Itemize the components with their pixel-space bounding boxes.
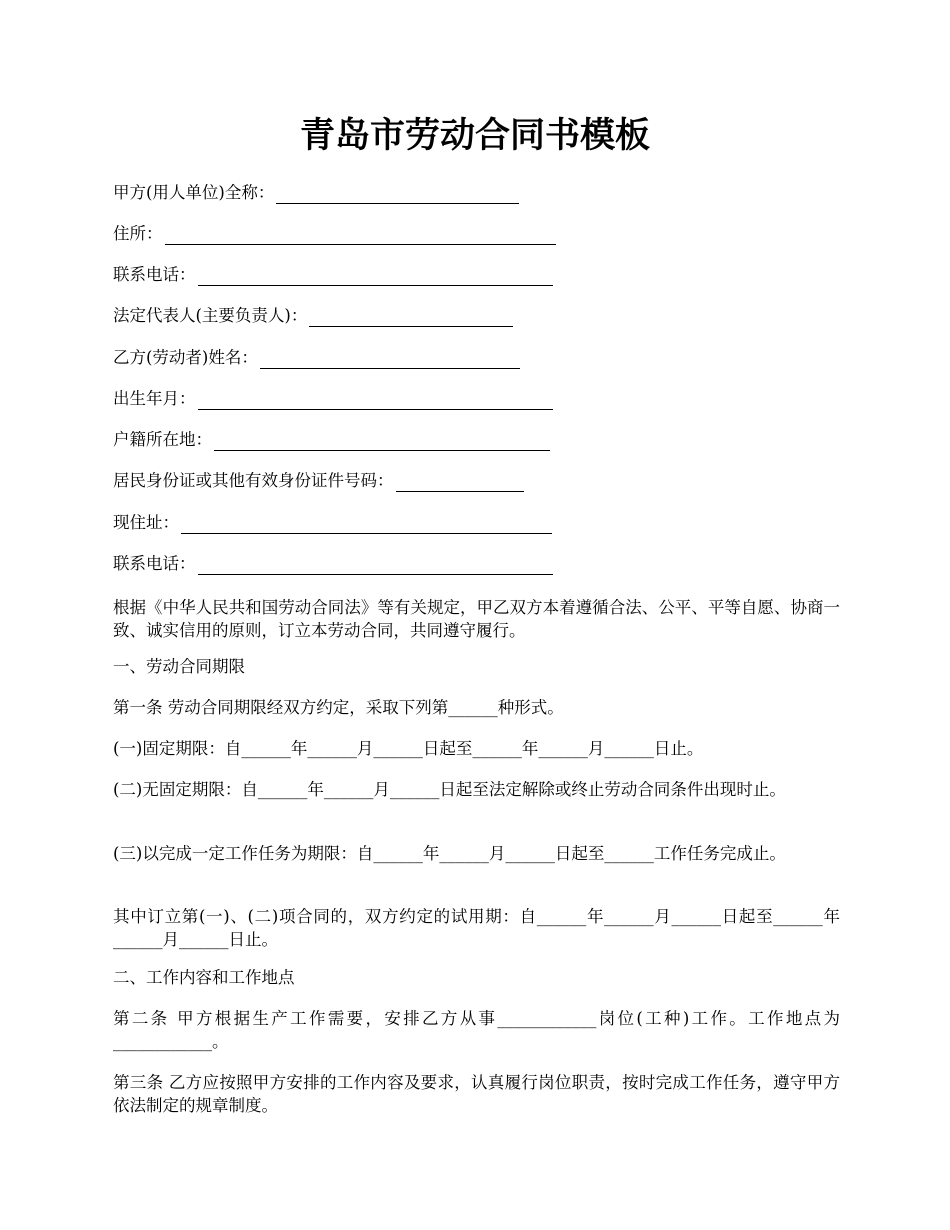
field-id-number [113, 469, 840, 492]
clause-probation: 其中订立第(一)、(二)项合同的，双方约定的试用期：自______年______月______日起至______年______月______日止。 [113, 907, 840, 949]
fill-blank[interactable] [214, 433, 550, 451]
article-2: 第二条 甲方根据生产工作需要，安排乙方从事____________岗位(工种)工作。工作地点为____________。 [113, 1009, 840, 1051]
section-heading-term: 一、劳动合同期限 [113, 657, 245, 676]
clause-fixed-term: (一)固定期限：自______年______月______日起至______年______月______日止。 [113, 739, 704, 758]
field-label: 居民身份证或其他有效身份证件号码： [113, 471, 394, 490]
field-party-a-name [113, 181, 840, 204]
document-title: 青岛市劳动合同书模板 [299, 116, 650, 156]
field-label: 甲方(用人单位)全称： [113, 183, 275, 202]
field-label: 联系电话： [113, 554, 196, 573]
field-label: 法定代表人(主要负责人)： [113, 306, 308, 325]
field-household-registration [113, 428, 840, 451]
section-heading-work: 二、工作内容和工作地点 [113, 968, 295, 987]
field-label: 出生年月： [113, 389, 196, 408]
field-label: 住所： [113, 224, 163, 243]
field-phone-a [113, 263, 840, 286]
fill-blank[interactable] [198, 268, 553, 286]
clause-task-based: (三)以完成一定工作任务为期限：自______年______月______日起至______工作任务完成止。 [113, 844, 786, 863]
field-phone-b [113, 552, 840, 575]
intro-paragraph: 根据《中华人民共和国劳动合同法》等有关规定，甲乙双方本着遵循合法、公平、平等自愿、协商一致、诚实信用的原则，订立本劳动合同，共同遵守履行。 [113, 598, 840, 640]
fill-blank[interactable] [276, 186, 519, 204]
field-address [113, 222, 840, 245]
field-party-b-name [113, 346, 840, 369]
article-3: 第三条 乙方应按照甲方安排的工作内容及要求，认真履行岗位职责，按时完成工作任务，遵守甲方依法制定的规章制度。 [113, 1073, 840, 1115]
fill-blank[interactable] [198, 392, 553, 410]
field-label: 户籍所在地： [113, 430, 212, 449]
field-legal-rep [113, 304, 840, 327]
clause-open-ended: (二)无固定期限：自______年______月______日起至法定解除或终止劳动合同条件出现时止。 [113, 780, 786, 799]
fill-blank[interactable] [181, 516, 552, 534]
fill-blank[interactable] [309, 309, 513, 327]
fill-blank[interactable] [260, 351, 520, 369]
fill-blank[interactable] [165, 227, 556, 245]
field-current-address [113, 511, 840, 534]
field-birth-date [113, 387, 840, 410]
field-label: 现住址： [113, 513, 179, 532]
field-label: 联系电话： [113, 265, 196, 284]
fill-blank[interactable] [198, 557, 553, 575]
fill-blank[interactable] [396, 474, 524, 492]
article-1: 第一条 劳动合同期限经双方约定，采取下列第______种形式。 [113, 698, 564, 717]
field-label: 乙方(劳动者)姓名： [113, 348, 258, 367]
